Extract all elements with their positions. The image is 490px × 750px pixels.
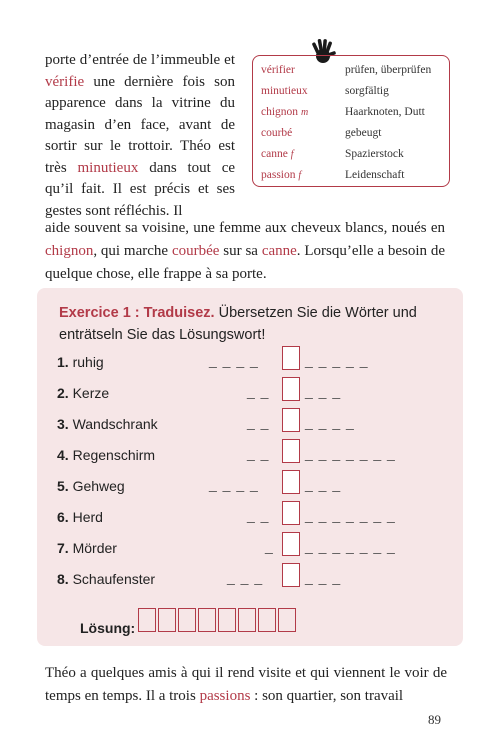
solution-box[interactable] bbox=[138, 608, 156, 632]
solution-letter-box[interactable] bbox=[282, 532, 300, 556]
text-segment: aide souvent sa voisine, une femme aux cheveux blancs, noués en bbox=[45, 220, 445, 236]
exercise-item: 8. Schaufenster bbox=[57, 571, 156, 587]
vocab-german: prüfen, überprüfen bbox=[345, 64, 432, 76]
exercise-title bbox=[59, 302, 449, 346]
solution-letter-box[interactable] bbox=[282, 439, 300, 463]
solution-box[interactable] bbox=[258, 608, 276, 632]
text-segment: une dernière fois son apparence dans la vitrine du magasin d’en face, avant de sortir sur le trottoir. Théo est très bbox=[45, 73, 235, 176]
exercise-item: 3. Wandschrank bbox=[57, 416, 158, 432]
solution-box[interactable] bbox=[158, 608, 176, 632]
highlight-word: vérifie bbox=[45, 73, 85, 90]
paragraph-top bbox=[45, 50, 235, 222]
text-segment: dans tout ce qu’il fait. Il est précis et ses gestes sont réfléchis. Il bbox=[45, 159, 236, 219]
highlight-word: courbée bbox=[171, 243, 220, 259]
exercise-item: 1. ruhig bbox=[57, 354, 104, 370]
vocab-french: canne f bbox=[261, 148, 294, 160]
exercise-label: Exercice 1 : Traduisez. bbox=[59, 305, 215, 321]
solution-letter-box[interactable] bbox=[282, 501, 300, 525]
answer-blanks[interactable]: _ _ bbox=[247, 507, 270, 523]
highlight-word: minutieux bbox=[77, 159, 139, 176]
answer-blanks[interactable]: _ _ bbox=[247, 445, 270, 461]
vocab-french: minutieux bbox=[261, 85, 308, 97]
vocab-french: chignon m bbox=[261, 106, 309, 118]
text-segment: : son quartier, son travail bbox=[254, 688, 404, 704]
vocab-german: gebeugt bbox=[345, 127, 382, 139]
answer-blanks[interactable]: _ _ _ _ _ _ _ bbox=[305, 507, 396, 523]
text-segment: porte d’entrée de l’immeuble et bbox=[45, 52, 235, 68]
solution-letter-box[interactable] bbox=[282, 377, 300, 401]
vocab-french: courbé bbox=[261, 127, 293, 139]
solution-label: Lösung: bbox=[80, 620, 136, 636]
vocab-gender: f bbox=[298, 170, 302, 181]
solution-box[interactable] bbox=[218, 608, 236, 632]
page-number: 89 bbox=[428, 712, 441, 727]
vocab-gender: f bbox=[290, 149, 294, 160]
highlight-word: chignon bbox=[45, 243, 94, 259]
answer-blanks[interactable]: _ _ bbox=[247, 383, 270, 399]
exercise-item: 4. Regenschirm bbox=[57, 447, 156, 463]
answer-blanks[interactable]: _ _ _ _ bbox=[209, 476, 259, 492]
exercise-item: 6. Herd bbox=[57, 509, 103, 525]
answer-blanks[interactable]: _ _ _ _ _ _ _ bbox=[305, 538, 396, 554]
solution-letter-box[interactable] bbox=[282, 470, 300, 494]
vocab-german: Leidenschaft bbox=[345, 169, 405, 181]
vocab-german: Haarknoten, Dutt bbox=[345, 106, 425, 118]
solution-box[interactable] bbox=[178, 608, 196, 632]
answer-blanks[interactable]: _ _ _ _ bbox=[209, 352, 259, 368]
answer-blanks[interactable]: _ _ _ _ bbox=[305, 414, 355, 430]
vocab-german: Spazierstock bbox=[345, 148, 404, 160]
answer-blanks[interactable]: _ _ _ bbox=[305, 476, 342, 492]
exercise-item: 7. Mörder bbox=[57, 540, 117, 556]
vocab-german: sorgfältig bbox=[345, 85, 389, 97]
exercise-item: 5. Gehweg bbox=[57, 478, 125, 494]
highlight-word: passions bbox=[199, 688, 251, 704]
vocab-french: passion f bbox=[261, 169, 302, 181]
text-segment: Théo a quelques amis à qui il rend visite et qui viennent le voir de temps en temps. Il a trois bbox=[45, 665, 447, 704]
vocabulary-box bbox=[252, 55, 450, 187]
exercise-panel bbox=[37, 288, 463, 646]
answer-blanks[interactable]: _ _ _ bbox=[305, 569, 342, 585]
answer-blanks[interactable]: _ _ _ bbox=[227, 569, 264, 585]
paragraph-bottom bbox=[45, 662, 447, 708]
solution-letter-box[interactable] bbox=[282, 346, 300, 370]
vocab-french: vérifier bbox=[261, 64, 295, 76]
exercise-instruction: Übersetzen Sie die Wörter und enträtseln Sie das Lösungswort! bbox=[59, 305, 417, 343]
solution-letter-box[interactable] bbox=[282, 408, 300, 432]
text-segment: sur sa bbox=[223, 243, 258, 259]
vocab-gender: m bbox=[300, 107, 309, 118]
text-segment: . Lorsqu’elle a besoin de quelque chose, elle frappe à sa porte. bbox=[45, 243, 446, 282]
answer-blanks[interactable]: _ _ _ bbox=[305, 383, 342, 399]
text-segment: , qui marche bbox=[93, 243, 169, 259]
paragraph-continued bbox=[45, 217, 445, 286]
exercise-item: 2. Kerze bbox=[57, 385, 110, 401]
highlight-word: canne bbox=[261, 243, 297, 259]
solution-letter-box[interactable] bbox=[282, 563, 300, 587]
solution-box[interactable] bbox=[198, 608, 216, 632]
solution-box[interactable] bbox=[238, 608, 256, 632]
answer-blanks[interactable]: _ _ bbox=[247, 414, 270, 430]
answer-blanks[interactable]: _ _ _ _ _ _ _ bbox=[305, 445, 396, 461]
answer-blanks[interactable]: _ bbox=[265, 538, 274, 554]
solution-box[interactable] bbox=[278, 608, 296, 632]
answer-blanks[interactable]: _ _ _ _ _ bbox=[305, 352, 369, 368]
